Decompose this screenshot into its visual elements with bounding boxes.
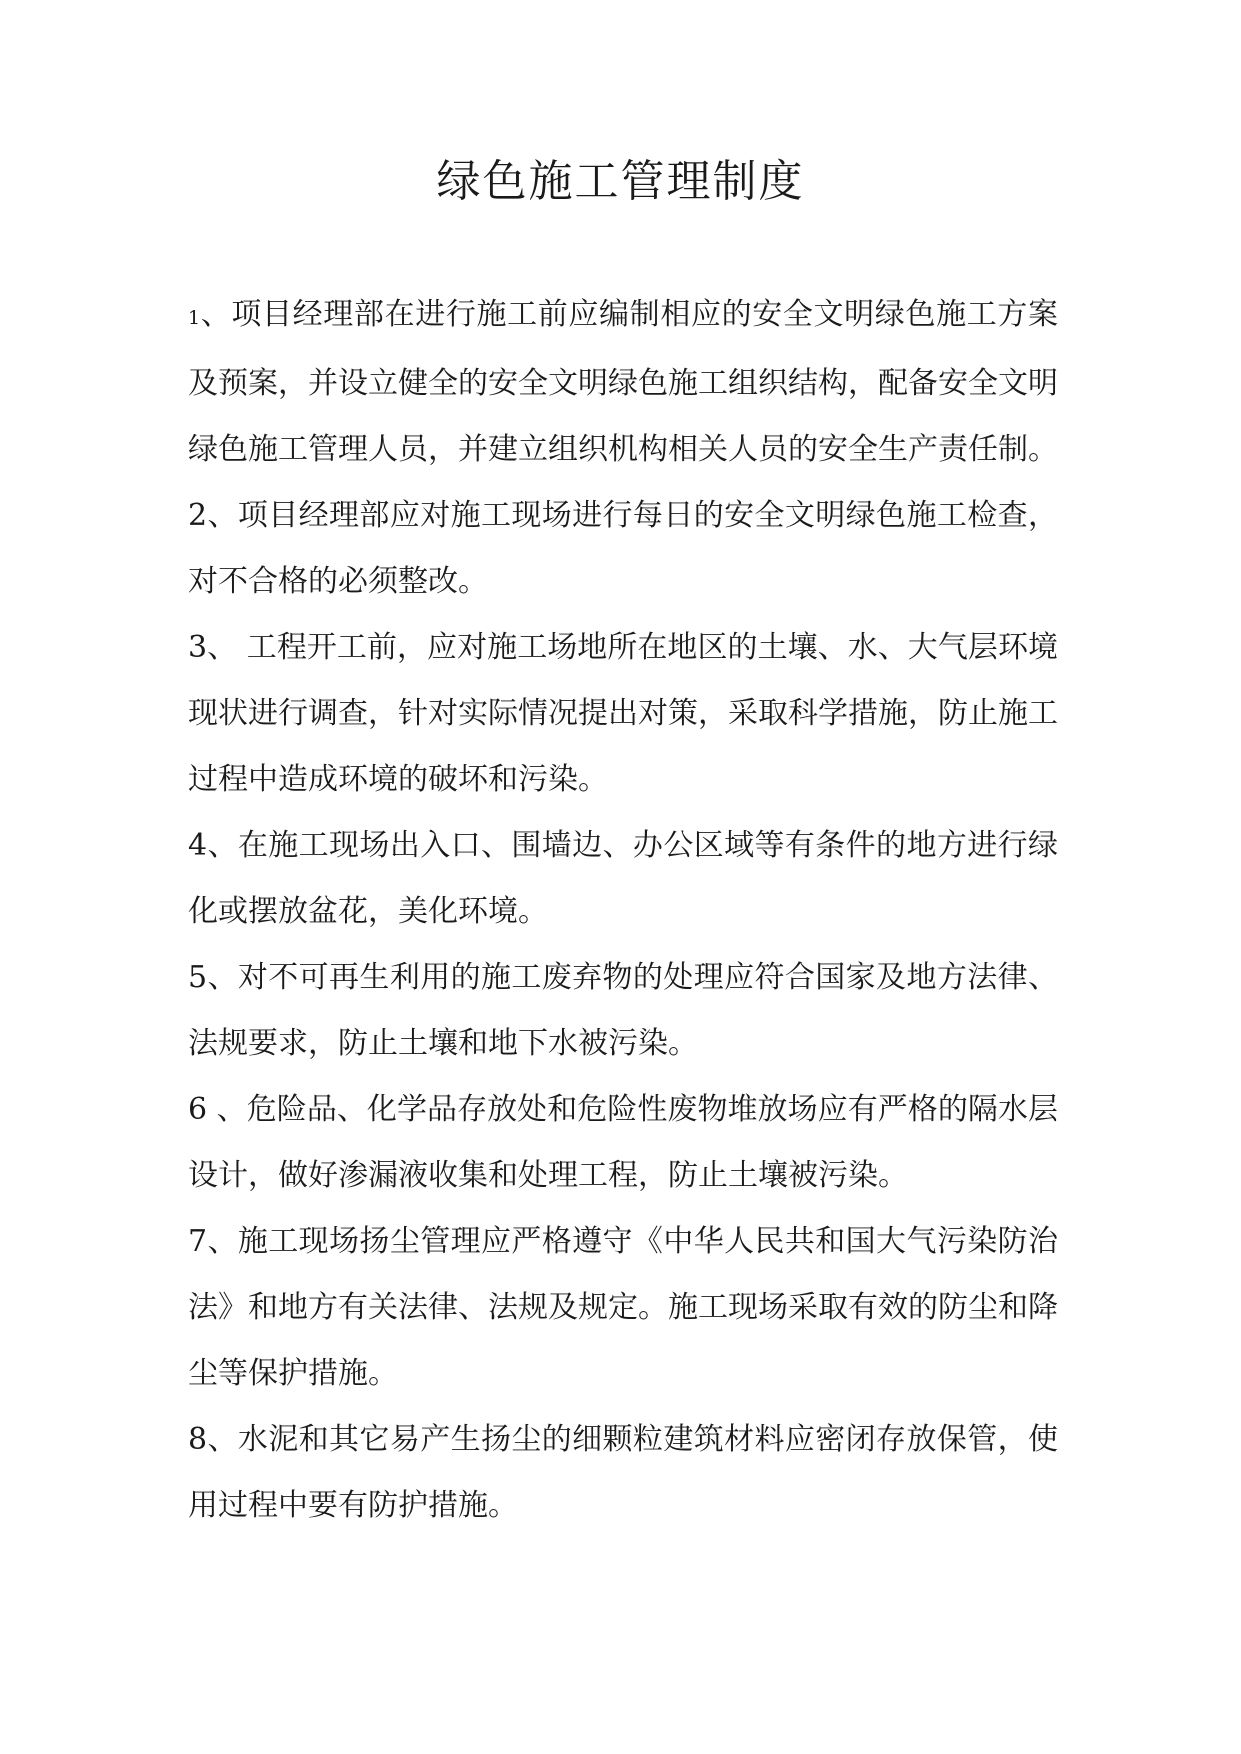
- document-body: [188, 282, 1058, 1539]
- paragraph-8: [188, 1407, 1058, 1539]
- paragraph-number: 4: [188, 828, 208, 863]
- paragraph-number: 8: [188, 1422, 208, 1457]
- paragraph-1: [188, 282, 1058, 483]
- paragraph-5: [188, 945, 1058, 1077]
- paragraph-number: 6: [188, 1092, 208, 1127]
- paragraph-text: 、水泥和其它易产生扬尘的细颗粒建筑材料应密闭存放保管，使用过程中要有防护措施。: [188, 1422, 1058, 1523]
- paragraph-text: 、项目经理部在进行施工前应编制相应的安全文明绿色施工方案及预案，并设立健全的安全文明绿色施工组织结构，配备安全文明绿色施工管理人员，并建立组织机构相关人员的安全生产责任制。: [188, 297, 1058, 467]
- paragraph-number: 7: [188, 1224, 208, 1259]
- paragraph-text: 、 工程开工前，应对施工场地所在地区的土壤、水、大气层环境现状进行调查，针对实际情况提出对策，采取科学措施，防止施工过程中造成环境的破坏和污染。: [188, 630, 1058, 797]
- paragraph-4: [188, 813, 1058, 945]
- paragraph-text: 、在施工现场出入口、围墙边、办公区域等有条件的地方进行绿化或摆放盆花，美化环境。: [188, 828, 1058, 929]
- paragraph-number: 2: [188, 498, 208, 533]
- paragraph-number: 1: [188, 307, 201, 329]
- document-title: 绿色施工管理制度: [436, 156, 805, 207]
- paragraph-3: [188, 615, 1058, 813]
- paragraph-number: 5: [188, 960, 208, 995]
- paragraph-text: 、项目经理部应对施工现场进行每日的安全文明绿色施工检查，对不合格的必须整改。: [188, 498, 1058, 599]
- paragraph-text: 、对不可再生利用的施工废弃物的处理应符合国家及地方法律、法规要求，防止土壤和地下水被污染。: [188, 960, 1058, 1061]
- paragraph-2: [188, 483, 1058, 615]
- paragraph-text: 、施工现场扬尘管理应严格遵守《中华人民共和国大气污染防治法》和地方有关法律、法规及规定。施工现场采取有效的防尘和降尘等保护措施。: [188, 1224, 1058, 1391]
- paragraph-6: [188, 1077, 1058, 1209]
- paragraph-number: 3: [188, 630, 208, 665]
- paragraph-7: [188, 1209, 1058, 1407]
- paragraph-text: 、危险品、化学品存放处和危险性废物堆放场应有严格的隔水层设计，做好渗漏液收集和处理工程，防止土壤被污染。: [188, 1092, 1058, 1193]
